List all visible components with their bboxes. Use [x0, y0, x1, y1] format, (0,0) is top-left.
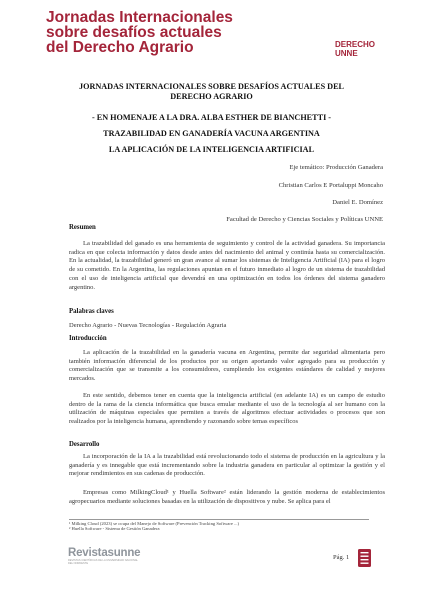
subtopic-heading: LA APLICACIÓN DE LA INTELIGENCIA ARTIFICIAL — [108, 145, 315, 154]
intro-paragraph-1: La aplicación de la trazabilidad en la ganadería vacuna en Argentina, permite dar seguridad alimentaria pero también información diferencial de los productos por su origen aportando valor agregado para su producción y comercialización que se transmite a los consumidores, cumpliendo los exigentes estándares de calidad y mejores mercados. — [69, 349, 385, 383]
intro-title: Introducción — [69, 335, 107, 342]
resumen-text: La trazabilidad del ganado es una herramienta de seguimiento y control de la actividad ganadera. Su importancia radica en que colecta información y datos desde antes del nacimiento del animal y continúa hasta su comercialización. En la actualidad, la trazabilidad generó un gran avance al sumar los sistemas de Inteligencia Artificial (IA) para el logro de su cometido. En la Argentina, las regulaciones apuntan en el futuro inmediato al logro de un sistema de trazabilidad con el uso de inteligencia artificial que devendrá en una optimización en todos los órdenes del sistema ganadero argentino. — [69, 240, 385, 291]
heading-line-2: DERECHO AGRARIO — [170, 92, 253, 101]
intro-paragraph-2: En este sentido, debemos tener en cuenta que la inteligencia artificial (en adelante IA) es un campo de estudio dentro de la rama de la ciencia informática que busca emular mediante el uso de la tecnología al ser humano con la utilización de máquinas especiales que permiten a través de algoritmos efectuar actividades o procesos que son realizados por la inteligencia humana, aprendiendo y razonando sobre temas específicos — [69, 392, 385, 426]
heading-line-1: JORNADAS INTERNACIONALES SOBRE DESAFÍOS ACTUALES DEL — [78, 82, 345, 91]
authors: Christian Carlos E Portaluppi Moncaho — [278, 182, 383, 189]
desarrollo-paragraph-1: La incorporación de la IA a la trazabilidad está revolucionando todo el sistema de producción en la agricultura y la ganadería y es innegable que está incrementando sobre la industria ganadera en particular al optimizar la gestión y el mejorar rendimientos en sus cadenas de producción. — [69, 453, 385, 478]
derecho-unne-brand — [335, 40, 375, 58]
desarrollo-title: Desarrollo — [69, 441, 100, 448]
topic-heading: TRAZABILIDAD EN GANADERÍA VACUNA ARGENTINA — [103, 129, 320, 138]
logo-subtitle: REVISTAS CIENTÍFICAS DE LA UNIVERSIDAD NACIONAL DEL NORDESTE — [68, 559, 138, 565]
brand-line-1: DERECHO — [335, 40, 376, 49]
conference-title — [46, 10, 276, 55]
logo-text: Revistasunne — [68, 547, 141, 559]
footnotes — [69, 519, 369, 532]
title-line-2: sobre desafíos actuales — [46, 24, 222, 41]
thematic-axis: Eje temático: Producción Ganadera — [289, 164, 383, 171]
revistas-unne-logo — [68, 547, 141, 571]
keywords-text: Derecho Agrario - Nuevas Tecnologías - Regulación Agraria — [69, 322, 227, 329]
doc-heading — [40, 82, 383, 102]
footnote-2: ² Huella Software - Sistema de Gestión Ganadera — [69, 526, 160, 532]
unne-crest-icon — [357, 548, 372, 568]
resumen-title: Resumen — [69, 224, 96, 231]
title-line-1: Jornadas Internacionales — [46, 9, 233, 26]
keywords-title: Palabras claves — [69, 308, 114, 315]
page-number: Pág. 1 — [333, 554, 350, 561]
footnote-1: ¹ Milking Cloud (2023) se ocupa del Manejo de Software (Prevención Tracking Software ...) — [69, 521, 240, 526]
author-2: Daniel E. Domínez — [332, 199, 383, 206]
brand-line-2: UNNE — [335, 49, 358, 58]
homage-heading: - EN HOMENAJE A LA DRA. ALBA ESTHER DE BIANCHETTI - — [91, 113, 332, 122]
affiliation: Facultad de Derecho y Ciencias Sociales y Políticas UNNE — [226, 216, 383, 223]
title-line-3: del Derecho Agrario — [46, 39, 194, 56]
desarrollo-paragraph-2: Empresas como MilkingCloud¹ y Huella Software² están liderando la gestión moderna de establecimientos agropecuarios mediante soluciones basadas en la utilización de dispositivos y nube. Se aplica para el — [69, 489, 385, 505]
